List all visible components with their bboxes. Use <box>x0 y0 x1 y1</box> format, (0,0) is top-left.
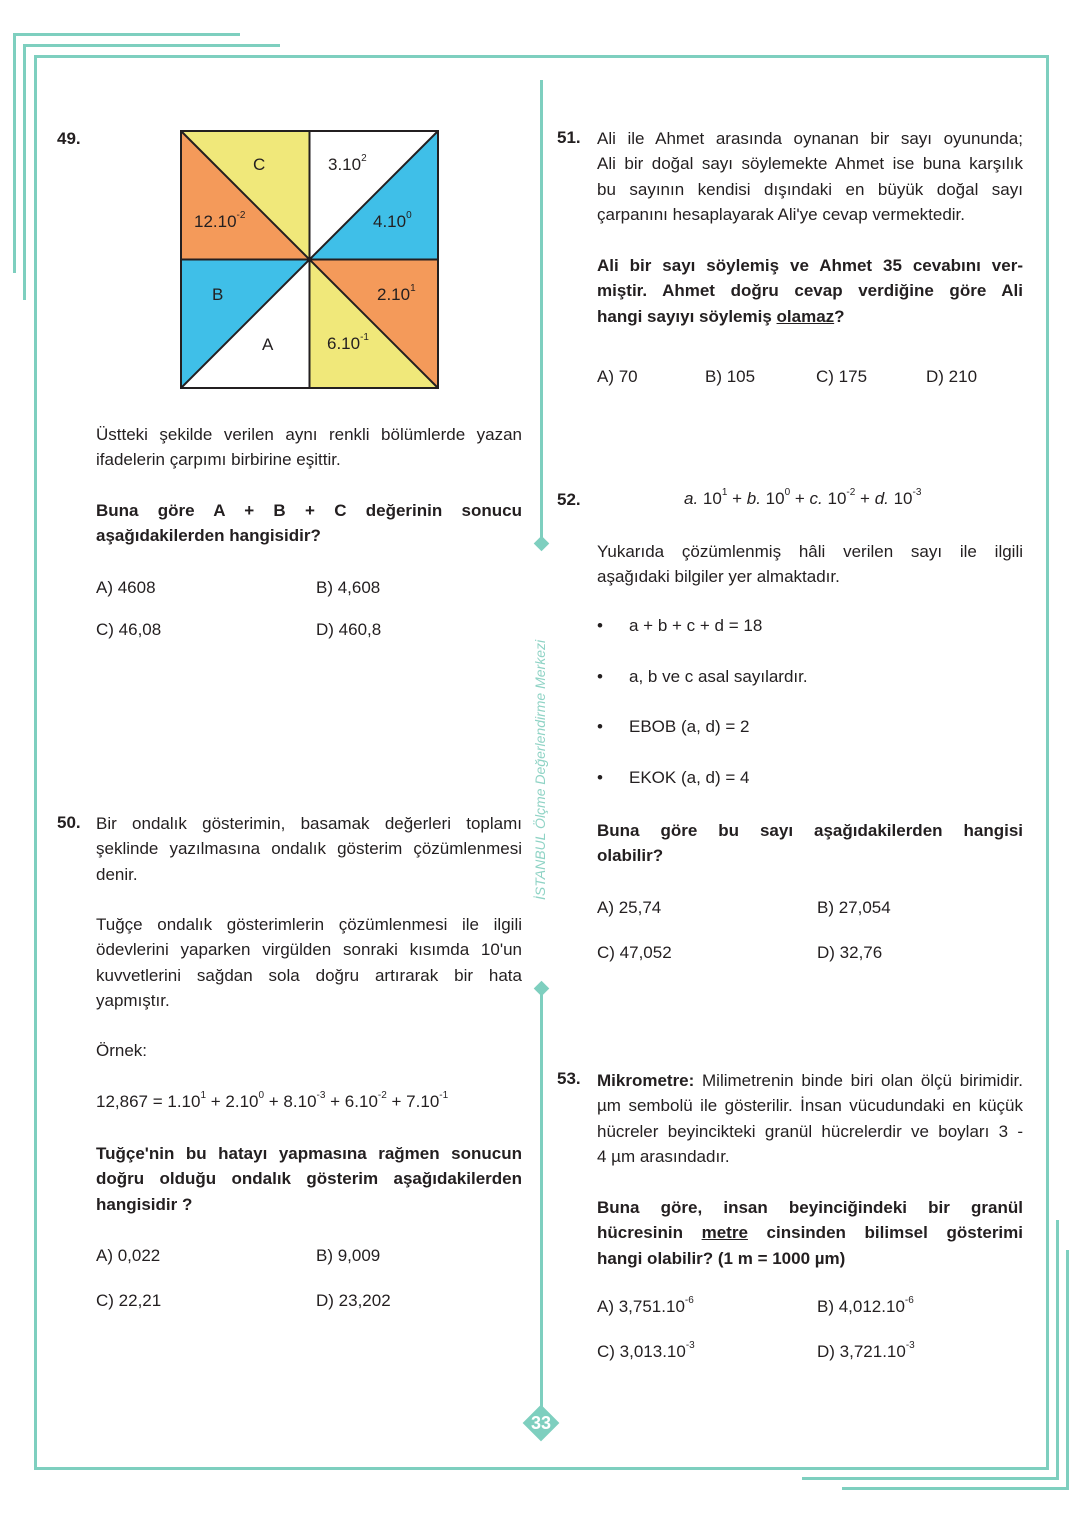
text-line: Buna göre A + B + C değerinin sonucu <box>96 501 522 520</box>
exponent: 0 <box>784 487 791 498</box>
question-text <box>96 422 522 473</box>
text-segment: b. <box>746 489 761 508</box>
exponent: 1 <box>200 1090 207 1101</box>
option-b[interactable]: B) 4,608 <box>316 578 381 597</box>
text-segment: a. <box>684 489 699 508</box>
text-line: kuvvetlerini sağdan sola doğru artırarak bir hata <box>96 965 522 985</box>
text-segment: + <box>727 489 747 508</box>
text-segment: 12.10 <box>194 212 237 231</box>
text-line: olabilir? <box>597 846 664 866</box>
option-a[interactable]: A) 70 <box>597 367 638 386</box>
page-number: 33 <box>530 1413 552 1433</box>
option-a[interactable] <box>597 1297 694 1317</box>
bullet-text: EKOK (a, d) = 4 <box>629 768 750 787</box>
expansion-formula <box>684 489 921 509</box>
question-text <box>96 912 522 1013</box>
option-c[interactable]: C) 175 <box>816 367 868 386</box>
text-segment: d. <box>874 489 889 508</box>
option-d[interactable]: D) 23,202 <box>316 1291 391 1310</box>
text-line <box>597 304 1023 329</box>
exponent: -3 <box>685 1340 695 1351</box>
text-segment: 10 <box>698 489 722 508</box>
divider-diamond <box>534 536 550 552</box>
label-bl <box>327 334 369 354</box>
text-line: ödevlerini yaparken virgülden sonraki kısımda 10'un <box>96 940 522 960</box>
text-line: denir. <box>96 864 138 884</box>
exponent: -3 <box>316 1090 326 1101</box>
text-line: hangi olabilir? (1 m = 1000 µm) <box>597 1248 846 1268</box>
example-equation <box>96 1092 448 1112</box>
text-line: aşağıdaki bilgiler yer almaktadır. <box>597 567 840 587</box>
frame-line <box>842 1487 1069 1490</box>
label-tl <box>194 212 245 232</box>
label-tr <box>328 155 367 175</box>
text-line: Üstteki şekilde verilen aynı renkli bölümlerde yazan <box>96 425 522 444</box>
text-segment: + 6.10 <box>325 1092 378 1111</box>
colored-square-figure <box>0 0 540 400</box>
option-c[interactable]: C) 47,052 <box>597 943 672 962</box>
option-d[interactable]: D) 210 <box>926 367 978 386</box>
option-a[interactable]: A) 25,74 <box>597 898 662 917</box>
text-line: doğru olduğu ondalık gösterim aşağıdakilerden <box>96 1169 522 1189</box>
option-c[interactable] <box>597 1342 695 1362</box>
question-number: 51. <box>557 128 581 147</box>
option-b[interactable]: B) 105 <box>705 367 756 386</box>
exponent: -2 <box>236 210 246 221</box>
question-prompt <box>597 1195 1023 1271</box>
exponent: -6 <box>684 1295 694 1306</box>
question-text <box>96 811 522 887</box>
text-segment: B) 4,012.10 <box>817 1297 905 1316</box>
bullet-icon: • <box>597 667 603 686</box>
text-segment: + <box>855 489 875 508</box>
question-prompt <box>96 1141 522 1217</box>
option-b[interactable]: B) 27,054 <box>817 898 891 917</box>
question-number: 52. <box>557 490 581 509</box>
term: Mikrometre: <box>597 1071 695 1090</box>
exponent: -3 <box>912 487 922 498</box>
bullet-text: a + b + c + d = 18 <box>629 616 763 635</box>
frame-line <box>1046 55 1049 1470</box>
underlined-keyword: olamaz <box>776 306 835 326</box>
label-br <box>377 285 416 305</box>
text: hangi sayıyı söylemiş <box>597 306 777 326</box>
text-line: Yukarıda çözümlenmiş hâli verilen sayı ile ilgili <box>597 542 1023 561</box>
label-b: B <box>212 285 224 304</box>
text-segment: 4.10 <box>373 212 407 231</box>
option-d[interactable]: D) 32,76 <box>817 943 883 962</box>
label-c: C <box>253 155 266 174</box>
text: hücresinin <box>597 1223 702 1243</box>
exponent: -2 <box>377 1090 387 1101</box>
text: Milimetrenin binde biri olan ölçü birimidir. <box>694 1071 1023 1090</box>
frame-line <box>1066 1250 1069 1490</box>
question-number: 53. <box>557 1069 581 1088</box>
question-text <box>597 1068 1023 1169</box>
text-line: ifadelerin çarpımı birbirine eşittir. <box>96 450 341 470</box>
text-segment: 6.10 <box>327 334 361 353</box>
text-line: Tuğçe'nin bu hatayı yapmasına rağmen sonucun <box>96 1144 522 1163</box>
text-segment: + 7.10 <box>386 1092 440 1111</box>
text-segment: + <box>790 489 810 508</box>
option-b[interactable] <box>817 1297 914 1317</box>
exponent: 0 <box>406 210 412 221</box>
text-line: miştir. Ahmet doğru cevap verdiğine göre Ali <box>597 281 1023 301</box>
text-segment: 10 <box>822 489 847 508</box>
page-number-badge <box>523 1405 559 1441</box>
example-label: Örnek: <box>96 1041 148 1060</box>
question-number: 49. <box>57 129 81 148</box>
text-line: aşağıdakilerden hangisidir? <box>96 526 321 546</box>
bullet-icon: • <box>597 616 603 635</box>
frame-line <box>34 1467 1049 1470</box>
text-line: Ali ile Ahmet arasında oynanan bir sayı oyununda; <box>597 129 1023 148</box>
exponent: -2 <box>846 487 856 498</box>
exponent: -1 <box>439 1090 449 1101</box>
text-line: hangisidir ? <box>96 1194 193 1214</box>
text-line <box>597 1220 1023 1245</box>
exponent: 1 <box>410 283 416 294</box>
text-line: 4 µm arasındadır. <box>597 1146 730 1166</box>
text-line: Ali bir doğal sayı söylemekte Ahmet ise buna karşılık <box>597 154 1023 174</box>
question-text <box>597 539 1023 590</box>
option-c[interactable]: C) 46,08 <box>96 620 162 639</box>
text-segment: + 2.10 <box>206 1092 259 1111</box>
bullet-text: a, b ve c asal sayılardır. <box>629 667 808 686</box>
exponent: -1 <box>360 332 369 343</box>
text-line <box>597 1068 1023 1093</box>
frame-line <box>1056 1220 1059 1480</box>
label-rt <box>373 212 412 232</box>
text-line: Buna göre, insan beyinciğindeki bir granül <box>597 1198 1023 1217</box>
exponent: -6 <box>904 1295 914 1306</box>
question-prompt <box>96 498 522 549</box>
text-segment: c. <box>809 489 823 508</box>
exponent: 2 <box>361 153 367 164</box>
text-segment: 10 <box>760 489 785 508</box>
text-line: Bir ondalık gösterimin, basamak değerleri toplamı <box>96 814 522 833</box>
text-segment: 10 <box>888 489 913 508</box>
option-a[interactable]: A) 4608 <box>96 578 156 597</box>
text-segment: 3.10 <box>328 155 362 174</box>
exponent: -3 <box>905 1340 915 1351</box>
option-d[interactable] <box>817 1342 915 1362</box>
text-segment: 2.10 <box>377 285 411 304</box>
option-b[interactable]: B) 9,009 <box>316 1246 381 1265</box>
label-a: A <box>262 335 274 354</box>
option-c[interactable]: C) 22,21 <box>96 1291 162 1310</box>
exponent: 0 <box>258 1090 265 1101</box>
text-line: yapmıştır. <box>96 990 170 1010</box>
option-a[interactable]: A) 0,022 <box>96 1246 161 1265</box>
option-d[interactable]: D) 460,8 <box>316 620 382 639</box>
text-segment: 12,867 = 1.10 <box>96 1092 201 1111</box>
bullet-icon: • <box>597 768 603 787</box>
bullet-text: EBOB (a, d) = 2 <box>629 717 750 736</box>
text-line: Ali bir sayı söylemiş ve Ahmet 35 cevabını ver- <box>597 256 1023 275</box>
column-divider <box>540 80 543 542</box>
underlined-keyword: metre <box>701 1223 748 1243</box>
question-number: 50. <box>57 813 81 832</box>
text-segment: A) 3,751.10 <box>597 1297 685 1316</box>
frame-line <box>802 1477 1058 1480</box>
exponent: 1 <box>721 487 728 498</box>
text: cinsinden bilimsel gösterimi <box>747 1223 1023 1243</box>
question-prompt <box>597 253 1023 329</box>
text-line: hücreler beyincikteki granül hücrelerdir ve boyları 3 - <box>597 1121 1023 1141</box>
text-line: çarpanını hesaplayarak Ali'ye cevap vermektedir. <box>597 204 965 224</box>
text-segment: + 8.10 <box>264 1092 317 1111</box>
question-text <box>597 126 1023 227</box>
text-line: Tuğçe ondalık gösterimlerin çözümlenmesi ile ilgili <box>96 915 522 934</box>
column-divider <box>540 990 543 1410</box>
sidebar-watermark-text: İSTANBUL Ölçme Değerlendirme Merkezi <box>532 639 548 900</box>
text-line: µm sembolü ile gösterilir. İnsan vücudundaki en küçük <box>597 1096 1023 1116</box>
text-line: bu sayının kendisi dışındaki en büyük doğal sayı <box>597 179 1023 199</box>
text-segment: C) 3,013.10 <box>597 1342 686 1361</box>
bullet-icon: • <box>597 717 603 736</box>
question-prompt <box>597 818 1023 869</box>
text-segment: D) 3,721.10 <box>817 1342 906 1361</box>
text: ? <box>834 306 845 326</box>
text-line: şeklinde yazılmasına ondalık gösterim çözümlenmesi <box>96 839 522 859</box>
text-line: Buna göre bu sayı aşağıdakilerden hangisi <box>597 821 1023 840</box>
